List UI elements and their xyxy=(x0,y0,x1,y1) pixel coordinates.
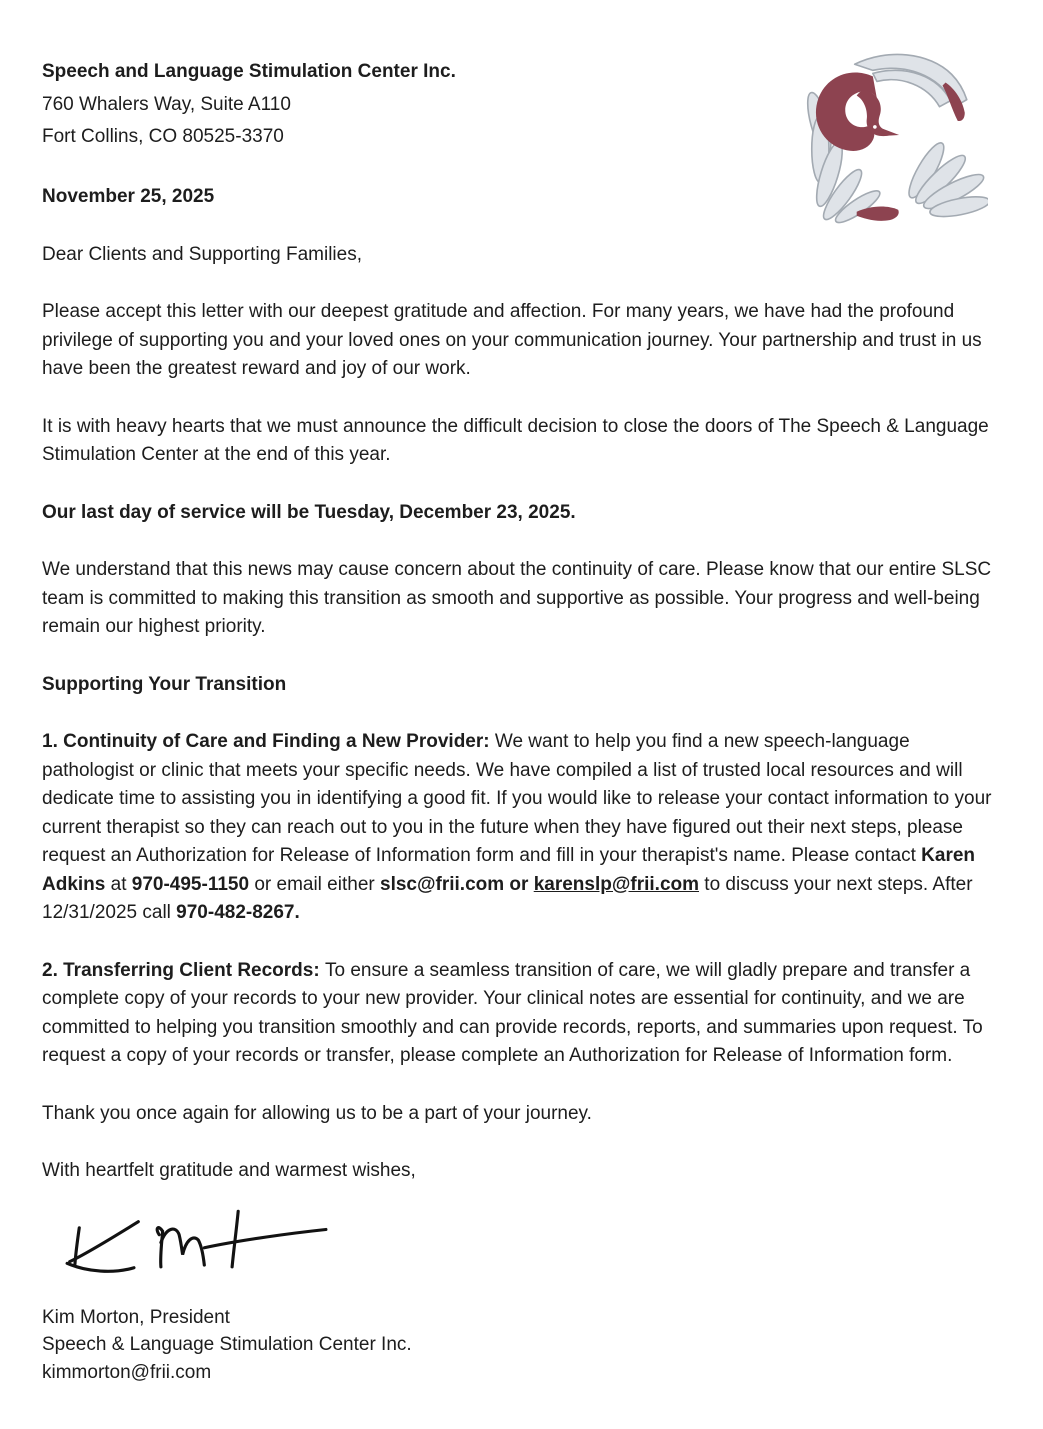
paragraph-continuity: We understand that this news may cause concern about the continuity of care. Please know that our entire SLSC team is committed to making this transition as smooth and supportive as possible. Your progress and well-being remain our highest priority. xyxy=(42,559,992,638)
last-day-notice: Our last day of service will be Tuesday, December 23, 2025. xyxy=(42,501,576,523)
crane-circle-logo xyxy=(786,42,988,234)
letter-body xyxy=(42,56,997,1387)
paragraph-thanks: Thank you once again for allowing us to be a part of your journey. xyxy=(42,1102,592,1124)
section-heading: Supporting Your Transition xyxy=(42,673,287,695)
signoff-block xyxy=(42,1304,997,1388)
crane-eye xyxy=(873,125,877,129)
paragraph-gratitude: Please accept this letter with our deepest gratitude and affection. For many years, we have had the profound privilege of supporting you and your loved ones on your communication journey. Your partnership and trust in us have been the greatest reward and joy of our work. xyxy=(42,301,982,380)
closing-line: With heartfelt gratitude and warmest wishes, xyxy=(42,1160,416,1182)
crane-logo-graphic xyxy=(786,42,988,234)
date-line: November 25, 2025 xyxy=(42,186,215,208)
company-name: Speech and Language Stimulation Center Inc. xyxy=(42,61,456,82)
address-line-1: 760 Whalers Way, Suite A110 xyxy=(42,93,291,115)
transition-item-1: 1. Continuity of Care and Finding a New Provider: We want to help you find a new speech-language pathologist or clinic that meets your specific needs. We have compiled a list of trusted local resources and will dedicate time to assisting you in identifying a good fit. If you would like to release your contact information to your current therapist so they can reach out to you in the future when they have figured out their next steps, please request an Authorization for Release of Information form and fill in your therapist's name. Please contact Karen Adkins at 970-495-1150 or email either slsc@frii.com or karenslp@frii.com to discuss your next steps. After 12/31/2025 call 970-482-8267. xyxy=(42,731,997,924)
signer-name: Kim Morton, President xyxy=(42,1306,230,1328)
salutation: Dear Clients and Supporting Families, xyxy=(42,243,362,265)
transition-item-2: 2. Transferring Client Records: To ensure a seamless transition of care, we will gladly prepare and transfer a complete copy of your records to your new provider. Your clinical notes are essential for continuity, and we are committed to helping you transition smoothly and can provide records, reports, and summaries upon request. To request a copy of your records or transfer, please complete an Authorization for Release of Information form. xyxy=(42,959,988,1067)
signer-email: kimmorton@frii.com xyxy=(42,1362,212,1384)
handwritten-signature xyxy=(48,1198,378,1294)
address-line-2: Fort Collins, CO 80525-3370 xyxy=(42,126,284,148)
paragraph-announcement: It is with heavy hearts that we must announce the difficult decision to close the doors of The Speech & Language Stimulation Center at the end of this year. xyxy=(42,415,989,466)
signer-company: Speech & Language Stimulation Center Inc. xyxy=(42,1334,412,1356)
